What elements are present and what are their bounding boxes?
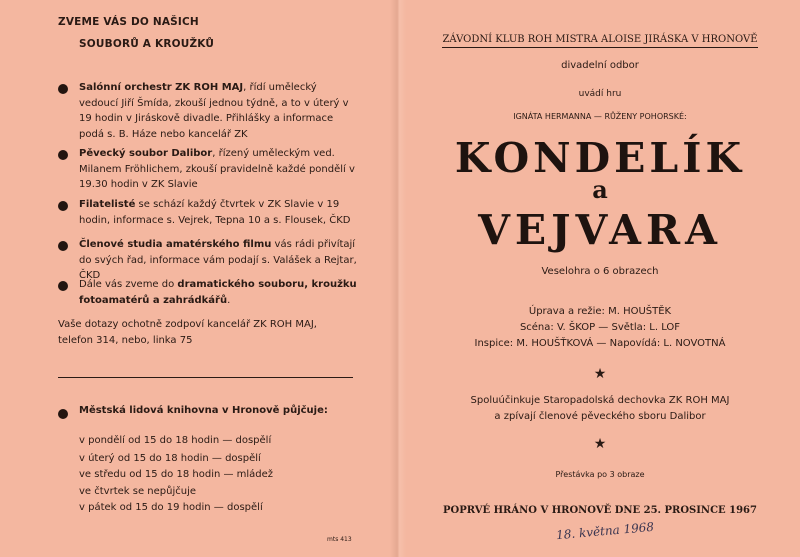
- bullet-icon: [58, 409, 68, 419]
- item-orchestra: Salónní orchestr ZK ROH MAJ, řídí umělecký vedoucí Jiří Šmída, zkouší jednou týdně, a to v úterý v 19 hodin v Jiráskově divadle. Přihlášky a informace podá s. B. Háze nebo kancelář ZK: [79, 82, 349, 140]
- library-heading: Městská lidová knihovna v Hronově půjčuje:: [79, 405, 328, 416]
- divider: [58, 377, 353, 378]
- page-fold: [390, 0, 406, 557]
- presents: uvádí hru: [578, 89, 622, 99]
- play-title-line1: KONDELÍK: [454, 134, 746, 182]
- cooperation-line1: Spoluúčinkuje Staropadolská dechovka ZK ROH MAJ: [470, 395, 730, 406]
- invite-heading-line2: SOUBORŮ A KROUŽKŮ: [79, 38, 215, 50]
- credit-direction: Úprava a režie: M. HOUŠTĚK: [528, 306, 672, 317]
- bullet-icon: [58, 241, 68, 251]
- star-icon: ★: [593, 436, 607, 452]
- star-icon: ★: [593, 366, 607, 382]
- library-hours-row: v pátek od 15 do 19 hodin — dospělí: [79, 502, 263, 513]
- bullet-icon: [58, 281, 68, 291]
- authors: IGNÁTA HERMANNA — RŮŽENY POHORSKÉ:: [513, 112, 687, 121]
- credit-inspice: Inspice: M. HOUŠŤKOVÁ — Napovídá: L. NOVOTNÁ: [474, 338, 726, 349]
- print-code: mts 413: [327, 536, 352, 543]
- item-other-clubs: Dále vás zveme do dramatického souboru, kroužku fotoamatérů a zahrádkářů.: [79, 279, 357, 306]
- library-hours-row: ve čtvrtek se nepůjčuje: [79, 486, 197, 497]
- library-hours-row: v úterý od 15 do 18 hodin — dospělí: [79, 453, 261, 464]
- credit-scene-light: Scéna: V. ŠKOP — Světla: L. LOF: [519, 322, 681, 333]
- intermission: Přestávka po 3 obraze: [555, 470, 645, 479]
- premiere-date: POPRVÉ HRÁNO V HRONOVĚ DNE 25. PROSINCE 1967: [443, 505, 757, 516]
- bullet-icon: [58, 150, 68, 160]
- item-choir: Pěvecký soubor Dalibor, řízený uměleckým ved. Milanem Fröhlichem, zkouší pravidelně každé pondělí v 19.30 hodin v ZK Slavie: [79, 148, 355, 190]
- bullet-icon: [58, 84, 68, 94]
- handwritten-date: 18. května 1968: [555, 519, 655, 543]
- cooperation-line2: a zpívají členové pěveckého sboru Dalibor: [494, 411, 706, 422]
- play-title-line2: VEJVARA: [478, 206, 722, 254]
- library-hours-row: ve středu od 15 do 18 hodin — mládež: [79, 469, 274, 480]
- play-title-and: a: [592, 175, 608, 204]
- library-hours-row: v pondělí od 15 do 18 hodin — dospělí: [79, 435, 272, 446]
- item-film-studio: Členové studia amatérského filmu vás rádi přivítají do svých řad, informace vám podají s. Valášek a Rejtar, ČKD: [79, 239, 357, 281]
- club-name-block: [410, 27, 790, 48]
- invite-heading-line1: ZVEME VÁS DO NAŠICH: [58, 16, 199, 28]
- club-name: ZÁVODNÍ KLUB ROH MISTRA ALOISE JIRÁSKA V HRONOVĚ: [442, 34, 757, 48]
- department: divadelní odbor: [561, 60, 639, 71]
- bullet-icon: [58, 201, 68, 211]
- contact-info: Vaše dotazy ochotně zodpoví kancelář ZK ROH MAJ, telefon 314, nebo, linka 75: [58, 319, 317, 346]
- subtitle: Veselohra o 6 obrazech: [541, 266, 659, 277]
- item-philatelists: Filatelisté se schází každý čtvrtek v ZK Slavie v 19 hodin, informace s. Vejrek, Tepna 10 a s. Flousek, ČKD: [79, 199, 351, 226]
